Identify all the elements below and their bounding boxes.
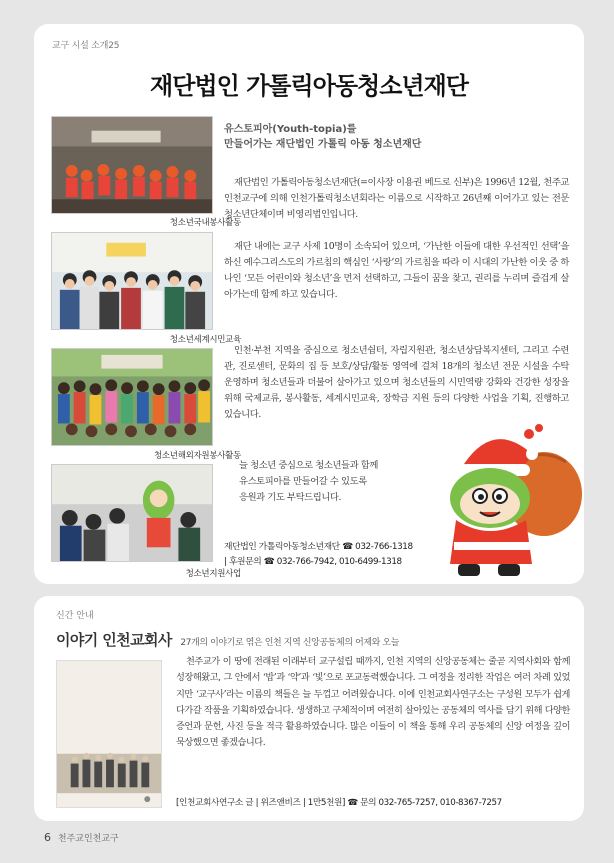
closing-line: 응원과 기도 부탁드립니다.: [239, 492, 342, 503]
contact-foundation: [224, 539, 413, 552]
photo-caption: 청소년세계시민교육: [169, 335, 241, 345]
closing-line: 늘 청소년 중심으로 청소년들과 함께: [239, 460, 378, 471]
santa-mascot-illustration: [434, 424, 584, 584]
publication-name: 천주교인천교구: [57, 834, 119, 844]
facility-intro-card: [34, 24, 584, 584]
closing-line: 유스토피아를 만들어갈 수 있도록: [239, 476, 367, 487]
photo-caption: 청소년해외자원봉사활동: [153, 451, 241, 461]
photo-global-citizenship: [51, 232, 213, 330]
book-title-text: 이야기 인천교회사: [56, 631, 172, 649]
article-paragraph: 재단 내에는 교구 사제 10명이 소속되어 있으며, ‘가난한 이들에 대한 우선적인 선택’을 하신 예수그리스도의 가르침의 핵심인 ‘사랑’의 가르침을 따라 이 시대의 가난한 이웃 중 하나인 ‘모든 어린이와 청소년’을 먼저 선택하고, 그들이 꿈을 찾고, 권리를 누리며 즐겁게 살아가는데 함께 하고 있습니다.: [224, 241, 569, 300]
closing-message: [239, 458, 378, 506]
subtitle-line: 만들어가는 재단법인 가톨릭 아동 청소년재단: [224, 139, 422, 150]
book-title: [56, 629, 399, 650]
page-number: 6: [44, 831, 51, 844]
section-label: 신간 안내: [56, 611, 94, 621]
photo-youth-support: [51, 464, 213, 562]
book-info-text: [인천교회사연구소 글 | 위즈앤비즈 | 1만5천원]: [176, 798, 345, 808]
section-label: 교구 시설 소개25: [52, 41, 120, 51]
phone-number: ☎ 032-766-1318: [342, 542, 413, 552]
photo-overseas-volunteer: [51, 348, 213, 446]
page-title: 재단법인 가톨릭아동청소년재단: [150, 72, 468, 100]
page-footer: [44, 831, 119, 844]
contact-label: 재단법인 가톨릭아동청소년재단: [224, 542, 340, 552]
article-subtitle: [224, 122, 421, 152]
photo-caption: 청소년지원사업: [185, 569, 241, 579]
book-cover: [56, 660, 162, 808]
article-paragraph: 인천·부천 지역을 중심으로 청소년쉼터, 자립지원관, 청소년상담복지센터, 그리고 수련관, 진로센터, 문화의 집 등 보호/상담/활동 영역에 걸쳐 18개의 청소년 전문 시설을 수탁 운영하며 청소년들과 더불어 살아가고 있으며 청소년들의 시민역량 강화와 건강한 성장을 위해 국제교류, 봉사활동, 세계시민교육, 장학금 지원 등의 다양한 사업을 기획, 진행하고 있습니다.: [224, 345, 569, 420]
contact-donation: [224, 554, 402, 567]
book-subtitle: 27개의 이야기로 엮은 인천 지역 신앙공동체의 어제와 오늘: [180, 638, 400, 648]
photo-caption: 청소년국내봉사활동: [169, 218, 241, 228]
subtitle-line: 유스토피아(Youth-topia)를: [224, 124, 357, 135]
contact-label: | 후원문의: [224, 557, 262, 567]
article-paragraph: 재단법인 가톨릭아동청소년재단(=이사장 이용권 베드로 신부)은 1996년 12월, 천주교 인천교구에 의해 인천가톨릭청소년회라는 이름으로 시작하고 26년째 이어가고 있는 전문 청소년단체이며 비영리법인입니다.: [224, 177, 569, 220]
book-description: 천주교가 이 땅에 전래된 이래부터 교구설립 때까지, 인천 지역의 신앙공동체는 줄곧 지역사회와 함께 성장해왔고, 그 안에서 ‘밥’과 ‘약’과 ‘빛’으로 포교동력했습니다. 그 여정을 정리한 작업은 여러 차례 있었지만 ‘교구사’라는 이름의 책들은 늘 두껍고 어려웠습니다. 이에 인천교회사연구소는 구성원 모두가 쉽게 다가갈 작품을 기획하였습니다. 생생하고 구체적이며 여전히 살아있는 공동체의 역사를 담기 위해 다양한 증언과 문헌, 사진 등을 적극 활용하였습니다. 많은 이들이 이 책을 통해 우리 공동체의 신앙 여정을 깊이 묵상했으면 좋겠습니다.: [176, 656, 570, 749]
photo-domestic-volunteer: [51, 116, 213, 214]
book-publication-info: [176, 796, 502, 808]
new-book-card: [34, 596, 584, 821]
phone-number: ☎ 문의 032-765-7257, 010-8367-7257: [347, 798, 502, 808]
phone-number: ☎ 032-766-7942, 010-6499-1318: [263, 557, 402, 567]
